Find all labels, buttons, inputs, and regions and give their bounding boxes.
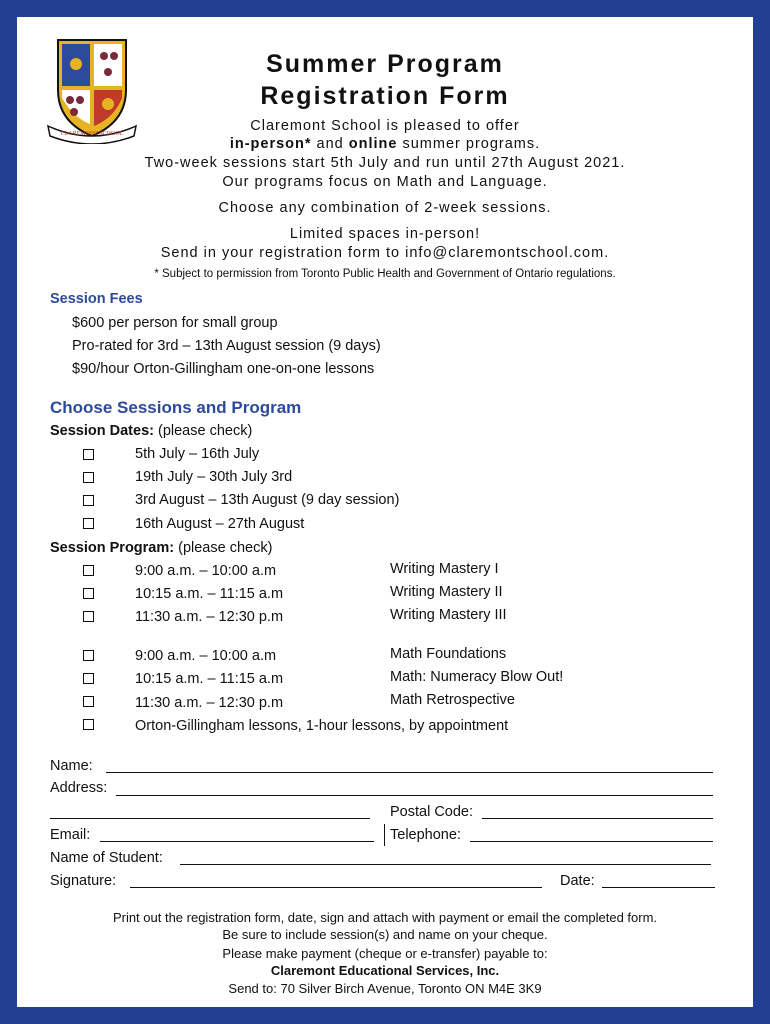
fees-heading: Session Fees bbox=[50, 291, 143, 307]
address-field-line2[interactable] bbox=[50, 818, 370, 819]
address-field[interactable] bbox=[116, 795, 713, 796]
crest-banner-text: CLAREMONT SCHOOL bbox=[60, 131, 124, 137]
program-time: 11:30 a.m. – 12:30 p.m bbox=[135, 695, 284, 711]
math-checkbox-3[interactable] bbox=[83, 696, 94, 707]
intro-line1: Claremont School is pleased to offer bbox=[250, 118, 520, 134]
program-course: Writing Mastery I bbox=[390, 561, 499, 577]
program-course: Math Retrospective bbox=[390, 692, 515, 708]
footer-line1: Print out the registration form, date, sign and attach with payment or email the completed form. bbox=[112, 910, 658, 925]
footer-line3: Please make payment (cheque or e-transfer) payable to: bbox=[222, 946, 548, 961]
postal-code-label: Postal Code: bbox=[390, 804, 474, 820]
intro-line5: Choose any combination of 2-week sessions. bbox=[218, 200, 552, 216]
writing-checkbox-2[interactable] bbox=[83, 588, 94, 599]
page-title-line1: Summer Program bbox=[266, 50, 504, 78]
date-checkbox-1[interactable] bbox=[83, 449, 94, 460]
fee-item: $600 per person for small group bbox=[72, 315, 278, 331]
field-divider bbox=[384, 824, 385, 846]
orton-option: Orton-Gillingham lessons, 1-hour lessons, by appointment bbox=[135, 718, 509, 734]
program-time: 9:00 a.m. – 10:00 a.m bbox=[135, 648, 277, 664]
name-label: Name: bbox=[50, 758, 93, 774]
program-course: Writing Mastery III bbox=[390, 607, 507, 623]
student-name-field[interactable] bbox=[180, 864, 711, 865]
email-field[interactable] bbox=[100, 841, 374, 842]
student-name-label: Name of Student: bbox=[50, 850, 163, 866]
date-option: 5th July – 16th July bbox=[135, 446, 260, 462]
date-field[interactable] bbox=[602, 887, 715, 888]
date-option: 19th July – 30th July 3rd bbox=[135, 469, 293, 485]
mailing-address: Send to: 70 Silver Birch Avenue, Toronto ON M4E 3K9 bbox=[228, 981, 542, 996]
date-checkbox-4[interactable] bbox=[83, 518, 94, 529]
intro-line7: Send in your registration form to info@claremontschool.com. bbox=[160, 245, 610, 261]
intro-line6: Limited spaces in-person! bbox=[289, 226, 481, 242]
program-course: Math: Numeracy Blow Out! bbox=[390, 669, 564, 685]
sessions-heading: Choose Sessions and Program bbox=[50, 398, 302, 417]
telephone-field[interactable] bbox=[470, 841, 713, 842]
email-label: Email: bbox=[50, 827, 91, 843]
address-label: Address: bbox=[50, 780, 108, 796]
postal-code-field[interactable] bbox=[482, 818, 713, 819]
footer-line2: Be sure to include session(s) and name on your cheque. bbox=[222, 927, 548, 942]
intro-line2: in-person* and online summer programs. bbox=[229, 136, 541, 152]
intro-line3: Two-week sessions start 5th July and run until 27th August 2021. bbox=[144, 155, 626, 171]
date-label: Date: bbox=[560, 873, 595, 889]
date-checkbox-2[interactable] bbox=[83, 472, 94, 483]
program-time: 11:30 a.m. – 12:30 p.m bbox=[135, 609, 284, 625]
date-option: 16th August – 27th August bbox=[135, 516, 305, 532]
session-dates-label: Session Dates: (please check) bbox=[50, 423, 253, 439]
name-field[interactable] bbox=[106, 772, 713, 773]
program-course: Writing Mastery II bbox=[390, 584, 503, 600]
orton-checkbox[interactable] bbox=[83, 719, 94, 730]
signature-field[interactable] bbox=[130, 887, 542, 888]
telephone-label: Telephone: bbox=[390, 827, 461, 843]
intro-line4: Our programs focus on Math and Language. bbox=[222, 174, 548, 190]
date-option: 3rd August – 13th August (9 day session) bbox=[135, 492, 400, 508]
fee-item: $90/hour Orton-Gillingham one-on-one lessons bbox=[72, 361, 375, 377]
math-checkbox-1[interactable] bbox=[83, 650, 94, 661]
writing-checkbox-3[interactable] bbox=[83, 611, 94, 622]
writing-checkbox-1[interactable] bbox=[83, 565, 94, 576]
program-time: 10:15 a.m. – 11:15 a.m bbox=[135, 671, 284, 687]
date-checkbox-3[interactable] bbox=[83, 495, 94, 506]
payee-name: Claremont Educational Services, Inc. bbox=[270, 963, 500, 978]
footnote: * Subject to permission from Toronto Public Health and Government of Ontario regulations. bbox=[154, 268, 616, 280]
program-course: Math Foundations bbox=[390, 646, 507, 662]
math-checkbox-2[interactable] bbox=[83, 673, 94, 684]
signature-label: Signature: bbox=[50, 873, 117, 889]
page-title-line2: Registration Form bbox=[260, 82, 510, 110]
session-program-label: Session Program: (please check) bbox=[50, 540, 273, 556]
fee-item: Pro-rated for 3rd – 13th August session (9 days) bbox=[72, 338, 381, 354]
program-time: 9:00 a.m. – 10:00 a.m bbox=[135, 563, 277, 579]
program-time: 10:15 a.m. – 11:15 a.m bbox=[135, 586, 284, 602]
